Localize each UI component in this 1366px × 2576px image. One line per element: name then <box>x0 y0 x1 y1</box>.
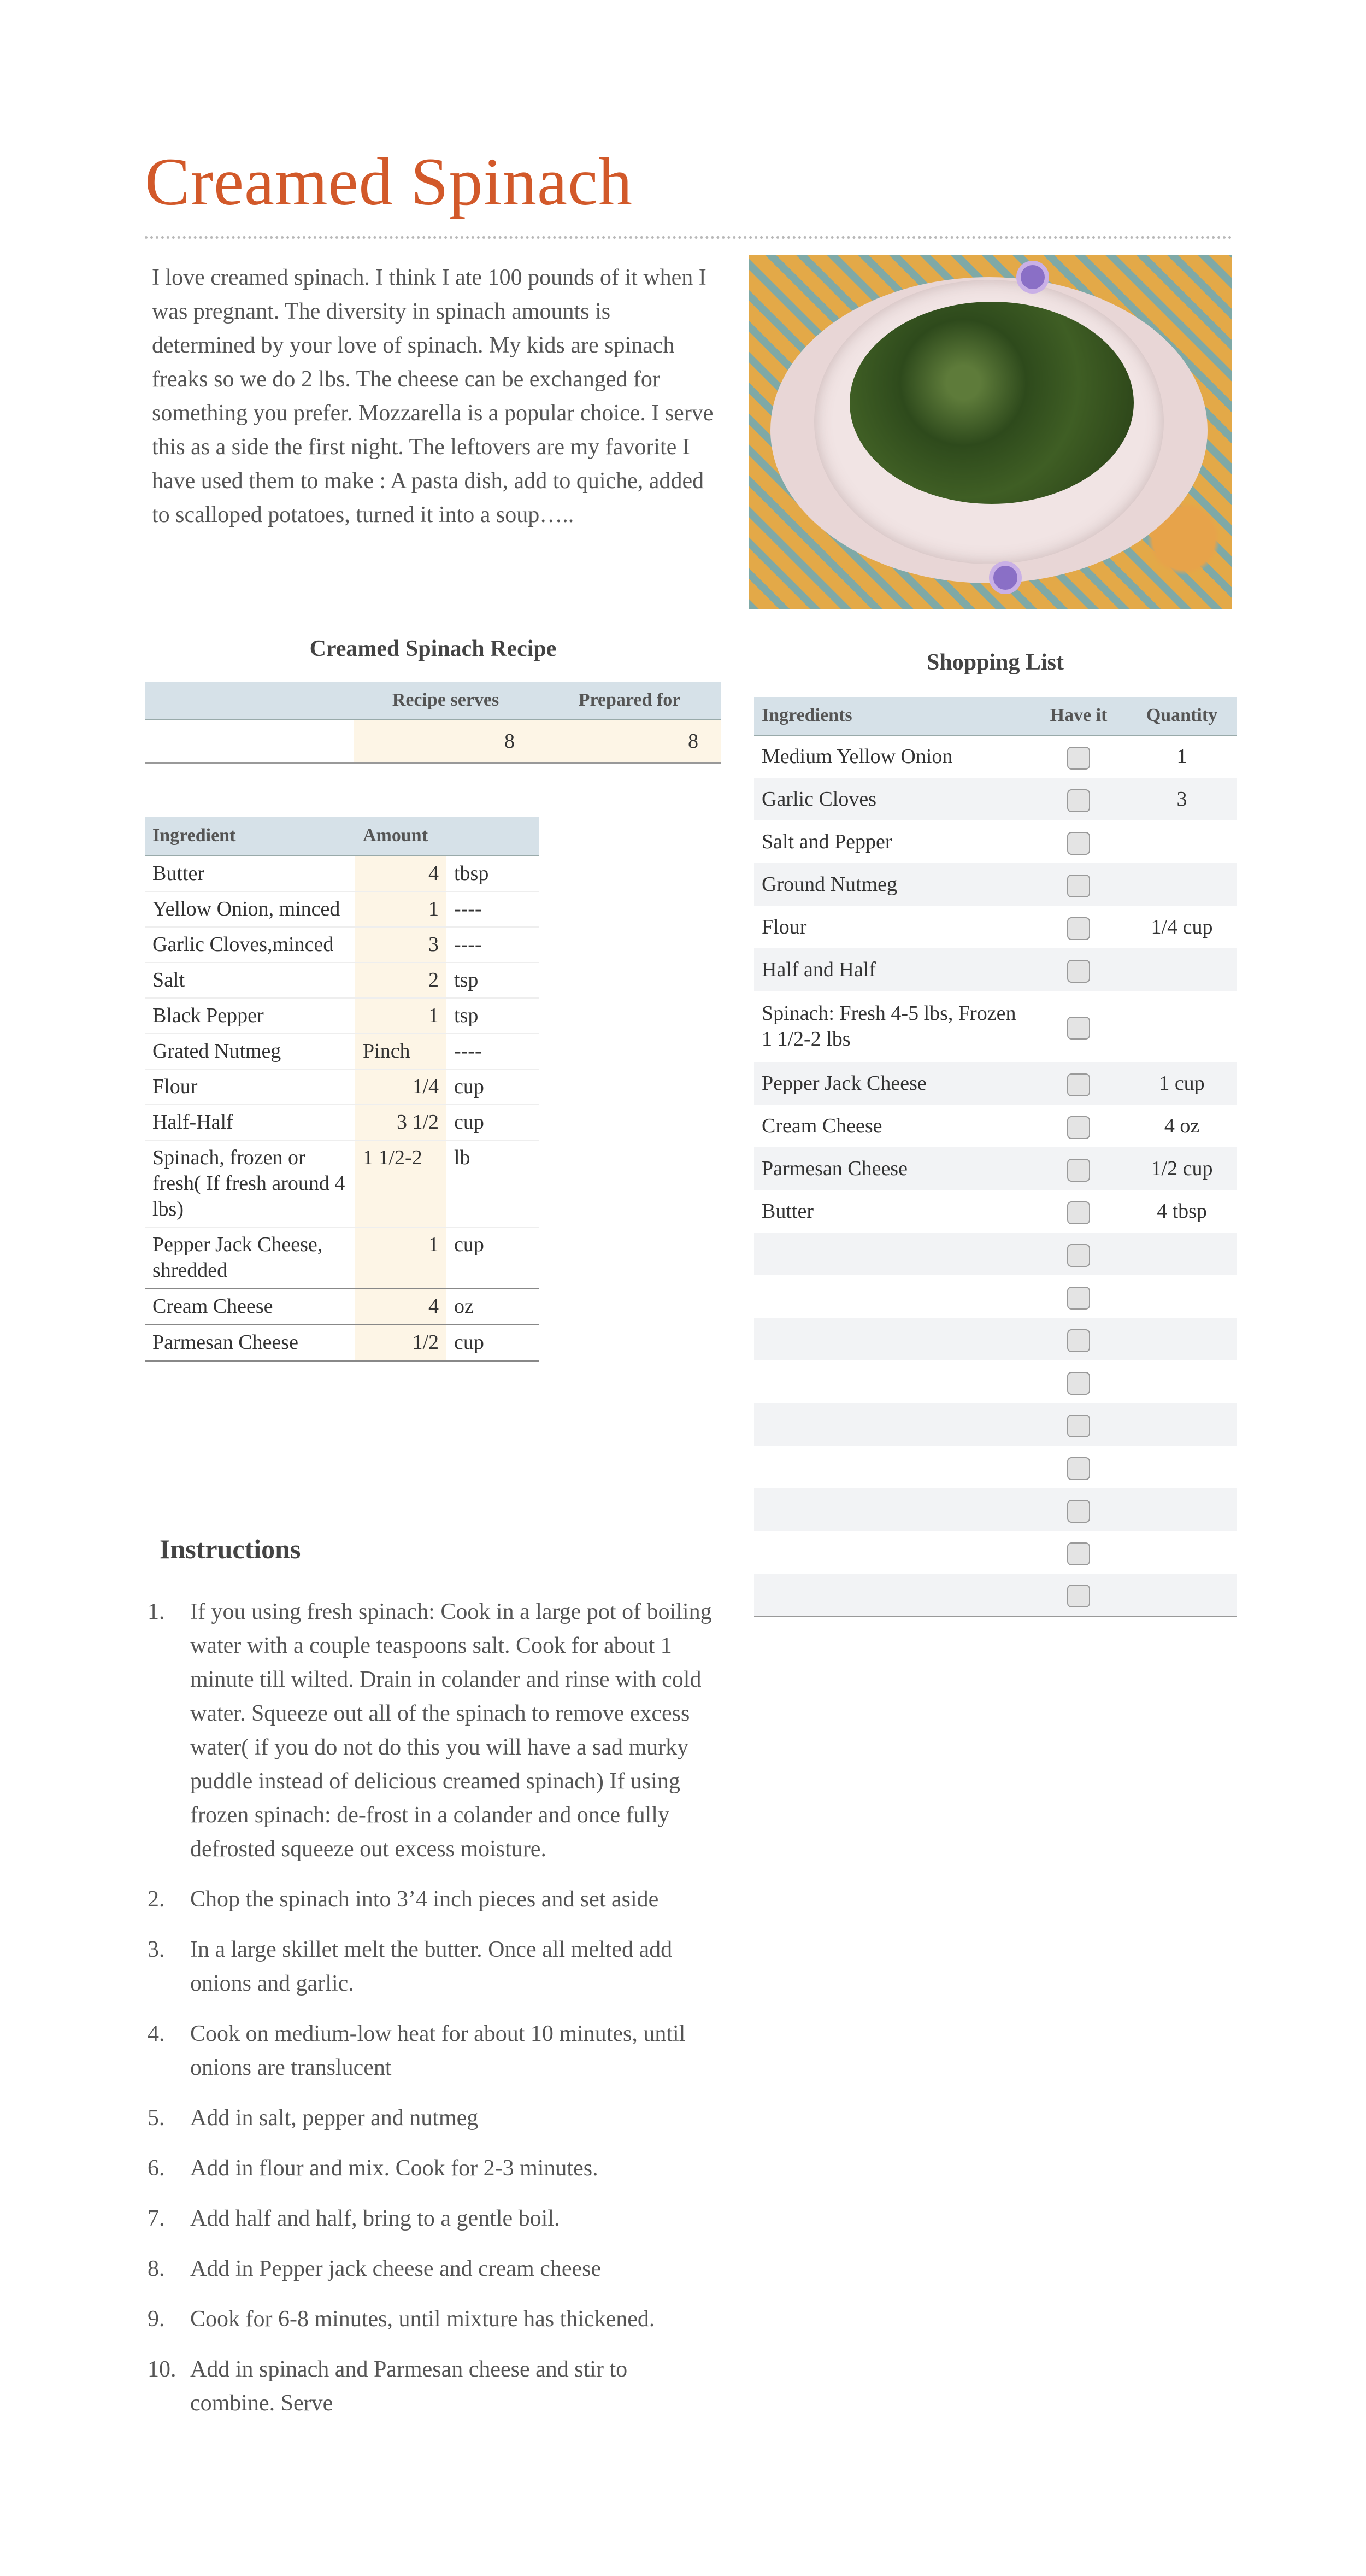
have-it-cell <box>1030 1275 1127 1318</box>
recipe-serves-header: Recipe serves <box>354 682 538 719</box>
shopping-item-name: Flour <box>762 915 807 938</box>
ingredient-name: Parmesan Cheese <box>145 1324 355 1360</box>
ingredient-name: Butter <box>145 855 355 891</box>
have-it-cell <box>1030 1190 1127 1233</box>
ingredient-row <box>145 1324 539 1360</box>
ingredient-row <box>145 1227 539 1289</box>
shopping-list-table <box>754 697 1237 1617</box>
shopping-item-quantity <box>1127 863 1237 906</box>
quantity-header: Quantity <box>1127 697 1237 735</box>
step-text: Add in Pepper jack cheese and cream cheese <box>190 2256 602 2281</box>
ingredient-amount[interactable]: 4 <box>355 1288 446 1324</box>
instruction-step <box>148 1595 716 1866</box>
have-it-checkbox[interactable] <box>1067 1073 1090 1096</box>
ingredient-unit: tsp <box>446 963 539 998</box>
ingredient-column-header: Ingredient <box>145 817 355 855</box>
step-text: Add half and half, bring to a gentle boil. <box>190 2206 560 2231</box>
shopping-row <box>754 1062 1237 1105</box>
prepared-for-value[interactable]: 8 <box>538 719 721 763</box>
ingredient-name: Cream Cheese <box>145 1288 355 1324</box>
shopping-item-name <box>754 1403 1030 1446</box>
have-it-cell <box>1030 1233 1127 1275</box>
have-it-checkbox[interactable] <box>1067 917 1090 940</box>
shopping-item-quantity <box>1127 1574 1237 1616</box>
ingredient-name: Pepper Jack Cheese, shredded <box>145 1227 355 1289</box>
ingredient-amount[interactable]: 4 <box>355 855 446 891</box>
step-text: If you using fresh spinach: Cook in a large pot of boiling water with a couple teaspoons salt. Cook for about 1 minute till wilted. Drain in colander and rinse with cold water. Squeeze out all of the spinach to remove excess water( if you do not do this you will have a sad murky puddle instead of delicious creamed spinach) If using frozen spinach: de-frost in a colander and once fully defrosted squeeze out excess moisture. <box>190 1599 712 1862</box>
instruction-step <box>148 2252 716 2286</box>
shopping-item-name <box>754 1360 1030 1403</box>
ingredient-amount[interactable]: 1 <box>355 891 446 927</box>
have-it-checkbox[interactable] <box>1067 960 1090 983</box>
shopping-row <box>754 820 1237 863</box>
ingredient-row <box>145 1034 539 1069</box>
shopping-item-name <box>754 1275 1030 1318</box>
flower-decoration-bottom <box>989 561 1022 594</box>
step-text: Cook on medium-low heat for about 10 minutes, until onions are translucent <box>190 2021 686 2080</box>
step-number: 1. <box>148 1599 165 1624</box>
shopping-row <box>754 778 1237 820</box>
step-number: 8. <box>148 2256 165 2281</box>
instruction-step <box>148 2017 716 2085</box>
spinach-shape <box>850 302 1134 504</box>
step-text: Chop the spinach into 3’4 inch pieces and set aside <box>190 1887 659 1912</box>
have-it-checkbox[interactable] <box>1067 1201 1090 1224</box>
flower-decoration-top <box>1016 261 1049 294</box>
intro-paragraph: I love creamed spinach. I think I ate 100 pounds of it when I was pregnant. The diversity in spinach amounts is determined by your love of spinach. My kids are spinach freaks so we do 2 lbs. The cheese can be exchanged for something you prefer. Mozzarella is a popular choice. I serve this as a side the first night. The leftovers are my favorite I have used them to make : A pasta dish, add to quiche, added to scalloped potatoes, turned it into a soup….. <box>152 265 714 527</box>
have-it-cell <box>1030 735 1127 778</box>
shopping-item-name: Butter <box>762 1199 814 1223</box>
ingredient-row <box>145 891 539 927</box>
shopping-item-name: Medium Yellow Onion <box>762 745 953 768</box>
have-it-cell <box>1030 820 1127 863</box>
ingredient-name: Yellow Onion, minced <box>145 891 355 927</box>
shopping-item-quantity <box>1127 948 1237 991</box>
serves-table-blank-header <box>145 682 354 719</box>
creamed-spinach-photo <box>749 255 1232 609</box>
ingredient-row <box>145 1069 539 1105</box>
shopping-item-quantity: 4 tbsp <box>1157 1199 1207 1223</box>
ingredient-unit: cup <box>446 1105 539 1140</box>
shopping-item-name: Half and Half <box>754 948 1030 991</box>
ingredient-name: Salt <box>145 963 355 998</box>
ingredient-amount[interactable]: 1/2 <box>355 1324 446 1360</box>
have-it-checkbox[interactable] <box>1067 1159 1090 1182</box>
shopping-item-name <box>754 1446 1030 1488</box>
ingredient-name: Black Pepper <box>145 998 355 1034</box>
ingredient-row <box>145 1105 539 1140</box>
title-divider <box>145 236 1232 239</box>
shopping-item-quantity <box>1127 1531 1237 1574</box>
shopping-item-name <box>754 1574 1030 1616</box>
ingredient-row <box>145 1140 539 1227</box>
shopping-item-quantity: 3 <box>1127 778 1237 820</box>
ingredient-amount[interactable]: 1/4 <box>355 1069 446 1105</box>
step-number: 2. <box>148 1887 165 1912</box>
ingredient-name: Grated Nutmeg <box>145 1034 355 1069</box>
step-text: Add in salt, pepper and nutmeg <box>190 2105 479 2131</box>
ingredient-unit: cup <box>446 1324 539 1360</box>
step-number: 5. <box>148 2105 165 2131</box>
have-it-checkbox[interactable] <box>1067 1287 1090 1310</box>
shopping-item-quantity <box>1127 820 1237 863</box>
shopping-row <box>754 991 1237 1062</box>
ingredient-amount[interactable]: 1 <box>355 1227 446 1289</box>
instruction-step <box>148 2302 716 2336</box>
serves-table <box>145 682 721 764</box>
ingredient-unit: tsp <box>446 998 539 1034</box>
shopping-row <box>754 1190 1237 1233</box>
step-number: 9. <box>148 2307 165 2332</box>
have-it-cell <box>1030 1403 1127 1446</box>
ingredient-row <box>145 927 539 963</box>
shopping-item-quantity: 4 oz <box>1164 1114 1200 1137</box>
instruction-step <box>148 2352 716 2420</box>
ingredient-unit: ---- <box>446 927 539 963</box>
have-it-header: Have it <box>1030 697 1127 735</box>
shopping-item-name <box>754 1488 1030 1531</box>
shopping-row <box>754 1403 1237 1446</box>
step-number: 7. <box>148 2206 165 2231</box>
shopping-item-name: Cream Cheese <box>762 1114 882 1137</box>
amount-column-header: Amount <box>355 817 446 855</box>
shopping-item-name: Salt and Pepper <box>762 830 892 853</box>
shopping-item-quantity <box>1127 1360 1237 1403</box>
step-text: Add in flour and mix. Cook for 2-3 minutes. <box>190 2156 598 2181</box>
shopping-item-name: Spinach: Fresh 4-5 lbs, Frozen 1 1/2-2 lbs <box>762 1002 1016 1051</box>
have-it-cell <box>1030 1360 1127 1403</box>
have-it-checkbox[interactable] <box>1067 1116 1090 1139</box>
ingredient-amount[interactable]: 3 <box>355 927 446 963</box>
have-it-cell <box>1030 1318 1127 1360</box>
shopping-item-quantity <box>1127 991 1237 1062</box>
step-number: 10. <box>148 2357 176 2382</box>
have-it-checkbox[interactable] <box>1067 875 1090 897</box>
ingredient-name: Half-Half <box>145 1105 355 1140</box>
ingredient-unit: cup <box>446 1069 539 1105</box>
ingredient-unit: oz <box>446 1288 539 1324</box>
shopping-row <box>754 1233 1237 1275</box>
shopping-row <box>754 1105 1237 1147</box>
shopping-row <box>754 1360 1237 1403</box>
shopping-list-title: Shopping List <box>927 650 1064 675</box>
have-it-cell <box>1030 863 1127 906</box>
shopping-row <box>754 1446 1237 1488</box>
have-it-checkbox[interactable] <box>1067 1372 1090 1395</box>
instruction-step <box>148 1882 716 1916</box>
ingredient-name: Spinach, frozen or fresh( If fresh around 4 lbs) <box>145 1140 355 1227</box>
ingredient-amount[interactable]: 3 1/2 <box>355 1105 446 1140</box>
have-it-cell <box>1030 1574 1127 1616</box>
have-it-cell <box>1030 1446 1127 1488</box>
page-title: Creamed Spinach <box>145 144 633 219</box>
ingredient-unit: tbsp <box>446 855 539 891</box>
step-text: Add in spinach and Parmesan cheese and stir to combine. Serve <box>190 2357 628 2416</box>
ingredient-unit: lb <box>446 1140 539 1227</box>
step-number: 3. <box>148 1937 165 1962</box>
shopping-item-quantity <box>1127 1446 1237 1488</box>
ingredient-row <box>145 963 539 998</box>
have-it-cell <box>1030 1062 1127 1105</box>
shopping-item-name <box>754 1531 1030 1574</box>
instructions-heading: Instructions <box>160 1534 301 1564</box>
have-it-checkbox[interactable] <box>1067 1329 1090 1352</box>
shopping-item-quantity: 1/2 cup <box>1127 1147 1237 1190</box>
shopping-item-quantity <box>1127 1318 1237 1360</box>
shopping-item-quantity: 1 cup <box>1127 1062 1237 1105</box>
ingredient-name: Flour <box>145 1069 355 1105</box>
have-it-checkbox[interactable] <box>1067 1500 1090 1523</box>
unit-column-header <box>446 817 539 855</box>
have-it-cell <box>1030 906 1127 948</box>
have-it-checkbox[interactable] <box>1067 1542 1090 1565</box>
have-it-checkbox[interactable] <box>1067 1017 1090 1040</box>
prepared-for-header: Prepared for <box>538 682 721 719</box>
shopping-row <box>754 1488 1237 1531</box>
have-it-cell <box>1030 948 1127 991</box>
shopping-item-quantity: 1/4 cup <box>1151 915 1213 938</box>
shopping-ingredients-header: Ingredients <box>754 697 1030 735</box>
shopping-row <box>754 906 1237 948</box>
shopping-item-name: Ground Nutmeg <box>754 863 1030 906</box>
shopping-row <box>754 1275 1237 1318</box>
ingredient-amount[interactable]: 2 <box>355 963 446 998</box>
have-it-cell <box>1030 1488 1127 1531</box>
recipe-title: Creamed Spinach Recipe <box>309 636 557 661</box>
have-it-cell <box>1030 778 1127 820</box>
have-it-checkbox[interactable] <box>1067 1244 1090 1267</box>
shopping-row <box>754 863 1237 906</box>
ingredient-row <box>145 998 539 1034</box>
recipe-serves-value[interactable]: 8 <box>354 719 538 763</box>
ingredient-row <box>145 1288 539 1324</box>
step-number: 4. <box>148 2021 165 2046</box>
ingredient-amount[interactable]: 1 1/2-2 <box>355 1140 446 1227</box>
have-it-checkbox[interactable] <box>1067 1585 1090 1607</box>
have-it-cell <box>1030 1147 1127 1190</box>
shopping-item-name: Garlic Cloves <box>754 778 1030 820</box>
shopping-item-quantity: 1 <box>1176 745 1187 768</box>
shopping-item-name <box>754 1233 1030 1275</box>
shopping-row <box>754 948 1237 991</box>
shopping-item-name: Parmesan Cheese <box>754 1147 1030 1190</box>
serves-table-blank-cell <box>145 719 354 763</box>
shopping-item-quantity <box>1127 1403 1237 1446</box>
step-number: 6. <box>148 2156 165 2181</box>
have-it-checkbox[interactable] <box>1067 1457 1090 1480</box>
instruction-step <box>148 2151 716 2185</box>
shopping-row <box>754 1531 1237 1574</box>
instructions-list <box>148 1595 716 2437</box>
shopping-row <box>754 1318 1237 1360</box>
shopping-row <box>754 1574 1237 1616</box>
shopping-item-name <box>754 1318 1030 1360</box>
ingredient-unit: ---- <box>446 891 539 927</box>
shopping-row <box>754 1147 1237 1190</box>
shopping-item-quantity <box>1127 1275 1237 1318</box>
have-it-cell <box>1030 991 1127 1062</box>
have-it-checkbox[interactable] <box>1067 1415 1090 1437</box>
ingredient-amount[interactable]: Pinch <box>355 1034 446 1069</box>
have-it-cell <box>1030 1531 1127 1574</box>
shopping-item-quantity <box>1127 1233 1237 1275</box>
ingredient-unit: cup <box>446 1227 539 1289</box>
shopping-item-quantity <box>1127 1488 1237 1531</box>
shopping-row <box>754 735 1237 778</box>
ingredients-table <box>145 817 539 1362</box>
instruction-step <box>148 2202 716 2235</box>
ingredient-row <box>145 855 539 891</box>
shopping-item-name: Pepper Jack Cheese <box>754 1062 1030 1105</box>
step-text: In a large skillet melt the butter. Once all melted add onions and garlic. <box>190 1937 673 1996</box>
ingredient-unit: ---- <box>446 1034 539 1069</box>
instruction-step <box>148 2101 716 2135</box>
step-text: Cook for 6-8 minutes, until mixture has thickened. <box>190 2307 655 2332</box>
have-it-checkbox[interactable] <box>1067 832 1090 855</box>
instruction-step <box>148 1933 716 2000</box>
ingredient-name: Garlic Cloves,minced <box>145 927 355 963</box>
have-it-checkbox[interactable] <box>1067 789 1090 812</box>
have-it-cell <box>1030 1105 1127 1147</box>
have-it-checkbox[interactable] <box>1067 747 1090 770</box>
ingredient-amount[interactable]: 1 <box>355 998 446 1034</box>
